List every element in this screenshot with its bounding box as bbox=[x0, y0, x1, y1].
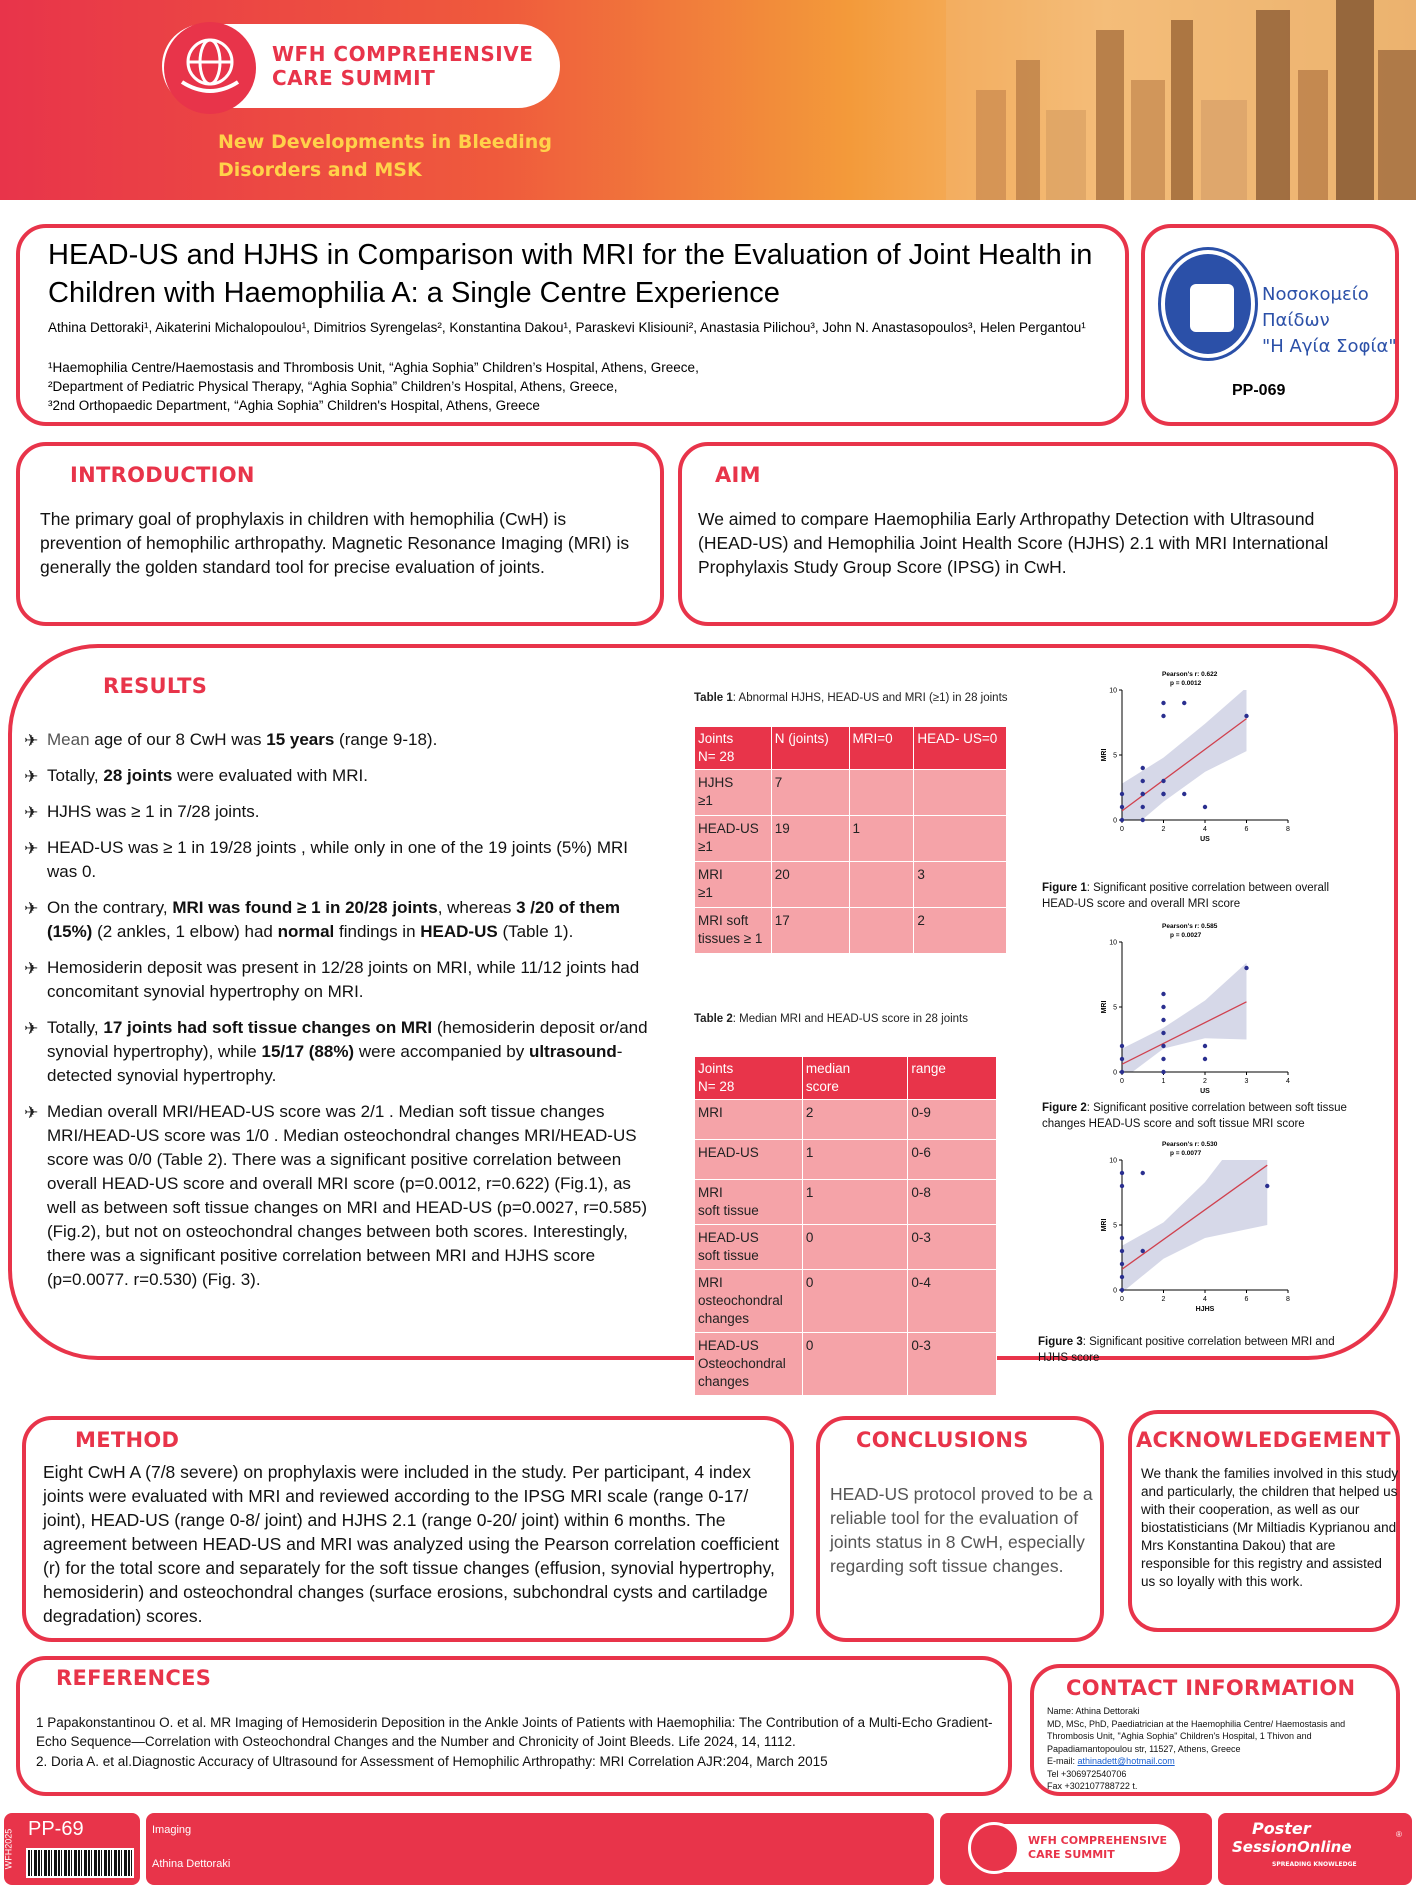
footer-category: Imaging bbox=[152, 1824, 192, 1836]
references-heading: REFERENCES bbox=[56, 1666, 212, 1690]
table-row bbox=[695, 1225, 997, 1270]
x-axis-label: US bbox=[1200, 836, 1210, 843]
hospital-name-line-1: Νοσοκομείο Παίδων bbox=[1262, 284, 1369, 331]
x-tick-label: 2 bbox=[1161, 826, 1166, 833]
figure-2-scatter bbox=[1100, 920, 1300, 1105]
footer-wfh-text bbox=[1028, 1834, 1167, 1862]
table-cell bbox=[849, 908, 914, 954]
table-cell: HJHS ≥1 bbox=[695, 770, 772, 816]
poster-title bbox=[48, 236, 1108, 312]
table-header-cell: Joints N= 28 bbox=[695, 1057, 803, 1100]
table-cell: 1 bbox=[802, 1140, 908, 1180]
table-header-cell: HEAD- US=0 bbox=[914, 727, 1007, 770]
header-banner bbox=[0, 0, 1416, 200]
email-link[interactable]: athinadett@hotmail.com bbox=[1077, 1756, 1175, 1766]
data-point bbox=[1120, 1249, 1124, 1253]
footer-globe-icon bbox=[968, 1822, 1020, 1874]
pso-line-2: SessionOnline bbox=[1232, 1838, 1352, 1856]
x-axis-label: HJHS bbox=[1195, 1306, 1215, 1313]
data-point bbox=[1161, 792, 1165, 796]
x-tick-label: 2 bbox=[1161, 1296, 1166, 1303]
data-point bbox=[1141, 779, 1145, 783]
data-point bbox=[1182, 701, 1186, 705]
table-cell: 0-3 bbox=[908, 1333, 997, 1396]
y-axis-label: MRI bbox=[1101, 748, 1108, 762]
logo-line-1: WFH COMPREHENSIVE bbox=[272, 42, 534, 66]
conclusions-text: HEAD-US protocol proved to be a reliable tool for the evaluation of joints status in 8 CwH, especially regarding soft tissue changes. bbox=[830, 1484, 1093, 1576]
table-cell: 17 bbox=[771, 908, 849, 954]
table-header-row bbox=[695, 727, 1007, 770]
contact-email: E-mail: athinadett@hotmail.com bbox=[1047, 1756, 1175, 1766]
y-tick-label: 10 bbox=[1109, 1157, 1117, 1165]
scatter-svg bbox=[1100, 920, 1300, 1100]
table-cell: 0-4 bbox=[908, 1270, 997, 1333]
scatter-svg bbox=[1100, 1138, 1300, 1318]
result-bullet-7: ✈ Totally, 17 joints had soft tissue changes on MRI (hemosiderin deposit or/and synovial hypertrophy), while 15/17 (88%) were accompanied by ultrasound-detected synovial hypertrophy. bbox=[24, 1018, 648, 1085]
x-tick-label: 2 bbox=[1203, 1078, 1207, 1085]
y-tick-label: 0 bbox=[1113, 1069, 1117, 1077]
wfh-globe-icon bbox=[164, 22, 256, 114]
data-point bbox=[1244, 966, 1248, 970]
table-cell bbox=[849, 770, 914, 816]
aim-heading: AIM bbox=[715, 463, 761, 487]
result-bullet-6: ✈ Hemosiderin deposit was present in 12/28 joints on MRI, while 11/12 joints had concomitant synovial hypertrophy on MRI. bbox=[24, 958, 640, 1001]
data-point bbox=[1265, 1184, 1269, 1188]
footer-vertical-code: WFH2025 bbox=[3, 1828, 14, 1870]
footer-info-panel bbox=[146, 1813, 934, 1885]
x-tick-label: 8 bbox=[1286, 826, 1290, 833]
airplane-icon: ✈ bbox=[24, 731, 39, 750]
table-row bbox=[695, 862, 1007, 908]
method-text: Eight CwH A (7/8 severe) on prophylaxis were included in the study. Per participant, 4 index joints were evaluated with MRI and reviewed according to the IPSG MRI scale (range 0-17/ joint), HEAD-US (range 0-8/ joint) and HJHS 2.1 (range 0-20/ joint) within 6 months. The agreement between HEAD-US and MRI was analyzed using the Pearson correlation coefficient (r) for the total score and separately for the soft tissue changes (effusion, synovial hypertrophy, hemosiderin) and osteochondral changes (surface erosions, subchondral cysts and cartiladge degradation) scores. bbox=[43, 1462, 780, 1626]
data-point bbox=[1161, 1057, 1165, 1061]
data-point bbox=[1120, 805, 1124, 809]
table-header-cell: median score bbox=[802, 1057, 908, 1100]
data-point bbox=[1120, 1070, 1124, 1074]
wfh-logo-text bbox=[272, 42, 533, 90]
table-1 bbox=[694, 726, 1007, 954]
regression-line bbox=[1122, 719, 1247, 811]
logo-line-2: CARE SUMMIT bbox=[272, 66, 436, 90]
figure-3-caption: Figure 3: Significant positive correlation between MRI and HJHS score bbox=[1038, 1336, 1335, 1364]
x-tick-label: 0 bbox=[1120, 1078, 1124, 1085]
airplane-icon: ✈ bbox=[24, 899, 39, 918]
title-line-1: HEAD-US and HJHS in Comparison with MRI for the Evaluation of Joint Health in bbox=[48, 239, 1093, 271]
table-header-cell: MRI=0 bbox=[849, 727, 914, 770]
x-tick-label: 6 bbox=[1244, 826, 1249, 833]
table-1-caption: Table 1: Abnormal HJHS, HEAD-US and MRI (≥1) in 28 joints bbox=[694, 692, 1008, 704]
chart-subtitle: p = 0.0077 bbox=[1170, 1150, 1202, 1157]
table-header-cell: range bbox=[908, 1057, 997, 1100]
pso-tagline: SPREADING KNOWLEDGE bbox=[1272, 1861, 1357, 1868]
data-point bbox=[1120, 1184, 1124, 1188]
table-cell: MRI ≥1 bbox=[695, 862, 772, 908]
data-point bbox=[1161, 1005, 1165, 1009]
table-row bbox=[695, 1270, 997, 1333]
confidence-band bbox=[1122, 687, 1247, 837]
data-point bbox=[1203, 1057, 1207, 1061]
table-cell: HEAD-US ≥1 bbox=[695, 816, 772, 862]
data-point bbox=[1161, 1070, 1165, 1074]
data-point bbox=[1141, 818, 1145, 822]
y-tick-label: 5 bbox=[1113, 1004, 1117, 1012]
airplane-icon: ✈ bbox=[24, 839, 39, 858]
table-cell: MRI osteochondral changes bbox=[695, 1270, 803, 1333]
result-bullet-1: ✈ Mean age of our 8 CwH was 15 years (range 9-18). bbox=[24, 728, 654, 752]
table-2-caption: Table 2: Median MRI and HEAD-US score in 28 joints bbox=[694, 1013, 968, 1025]
data-point bbox=[1161, 992, 1165, 996]
table-cell bbox=[849, 862, 914, 908]
hospital-seal-logo bbox=[1161, 250, 1255, 358]
x-tick-label: 1 bbox=[1161, 1078, 1166, 1085]
table-cell bbox=[914, 770, 1007, 816]
data-point bbox=[1120, 1057, 1124, 1061]
table-cell: HEAD-US Osteochondral changes bbox=[695, 1333, 803, 1396]
airplane-icon: ✈ bbox=[24, 803, 39, 822]
acknowledgement-text: We thank the families involved in this study and particularly, the children that helped us with their cooperation, as well as our biostatisticians (Mr Miltiadis Kyprianou and Mrs Konstantina Dakou) that are responsible for this registry and assisted us so loyally with this work. bbox=[1141, 1466, 1399, 1589]
table-cell: 2 bbox=[914, 908, 1007, 954]
data-point bbox=[1141, 1249, 1145, 1253]
figure-2-caption: Figure 2: Significant positive correlation between soft tissue changes HEAD-US score and soft tissue MRI score bbox=[1042, 1102, 1347, 1130]
y-tick-label: 0 bbox=[1113, 817, 1117, 825]
data-point bbox=[1120, 1044, 1124, 1048]
x-tick-label: 4 bbox=[1203, 826, 1207, 833]
x-tick-label: 4 bbox=[1286, 1078, 1290, 1085]
y-axis-label: MRI bbox=[1101, 1000, 1108, 1014]
data-point bbox=[1120, 1288, 1124, 1292]
table-cell: 19 bbox=[771, 816, 849, 862]
chart-subtitle: p = 0.0027 bbox=[1170, 932, 1202, 939]
confidence-band bbox=[1122, 963, 1247, 1080]
table-cell: MRI soft tissue bbox=[695, 1180, 803, 1225]
table-cell: 20 bbox=[771, 862, 849, 908]
data-point bbox=[1203, 1044, 1207, 1048]
data-point bbox=[1120, 1236, 1124, 1240]
table-cell: 3 bbox=[914, 862, 1007, 908]
table-cell: 7 bbox=[771, 770, 849, 816]
data-point bbox=[1141, 792, 1145, 796]
data-point bbox=[1120, 792, 1124, 796]
title-line-2: Children with Haemophilia A: a Single Centre Experience bbox=[48, 277, 780, 309]
data-point bbox=[1161, 1018, 1165, 1022]
data-point bbox=[1120, 1275, 1124, 1279]
scatter-svg bbox=[1100, 668, 1300, 848]
table-row bbox=[695, 816, 1007, 862]
figure-1-caption: Figure 1: Significant positive correlation between overall HEAD-US score and overall MRI score bbox=[1042, 882, 1330, 910]
pso-registered-mark: ® bbox=[1396, 1830, 1402, 1839]
data-point bbox=[1161, 1044, 1165, 1048]
contact-heading: CONTACT INFORMATION bbox=[1066, 1676, 1356, 1700]
airplane-icon: ✈ bbox=[24, 767, 39, 786]
x-tick-label: 4 bbox=[1203, 1296, 1207, 1303]
footer-poster-code: PP-69 bbox=[28, 1818, 84, 1840]
contact-name: Name: Athina Dettoraki bbox=[1047, 1706, 1140, 1716]
table-cell: 0-3 bbox=[908, 1225, 997, 1270]
data-point bbox=[1244, 714, 1248, 718]
pso-line-1: Poster bbox=[1252, 1819, 1311, 1838]
table-cell: 0 bbox=[802, 1333, 908, 1396]
acknowledgement-heading: ACKNOWLEDGEMENT bbox=[1136, 1428, 1391, 1452]
table-row bbox=[695, 1333, 997, 1396]
affiliation-3: ³2nd Orthopaedic Department, “Aghia Sophia” Children's Hospital, Athens, Greece bbox=[48, 398, 540, 413]
contact-fax: Fax +302107788722 t. bbox=[1047, 1781, 1138, 1791]
airplane-icon: ✈ bbox=[24, 1103, 39, 1122]
data-point bbox=[1120, 1171, 1124, 1175]
table-cell: 1 bbox=[802, 1180, 908, 1225]
subtitle-line-1: New Developments in Bleeding bbox=[218, 131, 552, 153]
table-row bbox=[695, 770, 1007, 816]
airplane-icon: ✈ bbox=[24, 1019, 39, 1038]
x-tick-label: 6 bbox=[1244, 1296, 1249, 1303]
y-tick-label: 5 bbox=[1113, 752, 1117, 760]
data-point bbox=[1203, 805, 1207, 809]
data-point bbox=[1141, 805, 1145, 809]
banner-subtitle bbox=[218, 128, 552, 184]
contact-details bbox=[1047, 1705, 1347, 1793]
y-tick-label: 0 bbox=[1113, 1287, 1117, 1295]
x-tick-label: 3 bbox=[1244, 1078, 1249, 1085]
data-point bbox=[1161, 701, 1165, 705]
data-point bbox=[1182, 792, 1186, 796]
introduction-heading: INTRODUCTION bbox=[70, 463, 255, 487]
reference-2: 2. Doria A. et al.Diagnostic Accuracy of Ultrasound for Assessment of Hemophilic Arthropathy: MRI Correlation AJR:204, March 2015 bbox=[36, 1754, 828, 1769]
results-heading: RESULTS bbox=[103, 674, 208, 698]
chart-subtitle: p = 0.0012 bbox=[1170, 680, 1202, 687]
result-bullet-2: ✈ Totally, 28 joints were evaluated with MRI. bbox=[24, 764, 654, 788]
table-header-row bbox=[695, 1057, 997, 1100]
figure-1-scatter bbox=[1100, 668, 1300, 853]
airplane-icon: ✈ bbox=[24, 959, 39, 978]
figure-3-scatter bbox=[1100, 1138, 1300, 1323]
table-cell: 1 bbox=[849, 816, 914, 862]
table-row bbox=[695, 1100, 997, 1140]
x-tick-label: 0 bbox=[1120, 826, 1124, 833]
y-tick-label: 10 bbox=[1109, 939, 1117, 947]
data-point bbox=[1120, 818, 1124, 822]
x-axis-label: US bbox=[1200, 1088, 1210, 1095]
y-axis-label: MRI bbox=[1101, 1218, 1108, 1232]
footer-logo-line-1: WFH COMPREHENSIVE bbox=[1028, 1834, 1168, 1847]
footer-logo-line-2: CARE SUMMIT bbox=[1028, 1848, 1115, 1861]
result-bullet-8: ✈ Median overall MRI/HEAD-US score was 2/1 . Median soft tissue changes MRI/HEAD-US score was 1/0 . Median osteochondral changes MRI/HEAD-US score was 0/0 (Table 2). There was a significant positive correlation between overall HEAD-US score and overall MRI score (p=0.0012, r=0.622) (Fig.1), as well as between soft tissue changes on MRI and HEAD-US (p=0.0027, r=0.585) (Fig.2), but not on osteochondral changes between both scores. Interestingly, there was a significant positive correlation between MRI and HJHS score (p=0.0077. r=0.530) (Fig. 3). bbox=[24, 1102, 648, 1289]
hospital-name bbox=[1262, 282, 1416, 360]
table-cell: 0 bbox=[802, 1225, 908, 1270]
result-bullet-5: ✈ On the contrary, MRI was found ≥ 1 in 20/28 joints, whereas 3 /20 of them (15%) (2 ankles, 1 elbow) had normal findings in HEAD-US (Table 1). bbox=[24, 898, 621, 941]
author-list: Athina Dettoraki¹, Aikaterini Michalopoulou¹, Dimitrios Syrengelas², Konstantina Dakou¹, Paraskevi Klisiouni², Anastasia Pilichou³, John N. Anastasopoulos³, Helen Pergantou¹ bbox=[48, 320, 1086, 335]
table-header-cell: N (joints) bbox=[771, 727, 849, 770]
data-point bbox=[1161, 1031, 1165, 1035]
table-row bbox=[695, 1180, 997, 1225]
x-tick-label: 0 bbox=[1120, 1296, 1124, 1303]
method-heading: METHOD bbox=[75, 1428, 180, 1452]
table-cell: 0-9 bbox=[908, 1100, 997, 1140]
table-cell: 2 bbox=[802, 1100, 908, 1140]
table-cell: HEAD-US soft tissue bbox=[695, 1225, 803, 1270]
table-row bbox=[695, 908, 1007, 954]
table-2 bbox=[694, 1056, 997, 1396]
data-point bbox=[1141, 766, 1145, 770]
reference-1: 1 Papakonstantinou O. et al. MR Imaging of Hemosiderin Deposition in the Ankle Joints of Patients with Haemophilia: The Contribution of a Multi-Echo Gradient-Echo Sequence—Correlation with Osteochondral Changes and the Number and Chronicity of Joint Bleeds. Life 2024, 14, 1112. bbox=[36, 1715, 993, 1749]
aim-text: We aimed to compare Haemophilia Early Arthropathy Detection with Ultrasound (HEAD-US) and Hemophilia Joint Health Score (HJHS) 2.1 with MRI International Prophylaxis Study Group Score (IPSG) in CwH. bbox=[698, 509, 1329, 577]
results-bullets bbox=[24, 728, 654, 1304]
chart-title: Pearson's r: 0.622 bbox=[1162, 671, 1218, 678]
poster-id: PP-069 bbox=[1232, 382, 1286, 399]
hospital-name-line-2: "Η Αγία Σοφία" bbox=[1262, 336, 1397, 357]
poster-session-online-logo bbox=[1232, 1820, 1357, 1874]
result-bullet-4: ✈ HEAD-US was ≥ 1 in 19/28 joints , while only in one of the 19 joints (5%) MRI was 0. bbox=[24, 838, 628, 881]
data-point bbox=[1161, 714, 1165, 718]
chart-title: Pearson's r: 0.530 bbox=[1162, 1141, 1218, 1148]
table-cell: 0-6 bbox=[908, 1140, 997, 1180]
footer-author: Athina Dettoraki bbox=[152, 1858, 231, 1870]
conclusions-heading: CONCLUSIONS bbox=[856, 1428, 1029, 1452]
result-bullet-3: ✈ HJHS was ≥ 1 in 7/28 joints. bbox=[24, 800, 654, 824]
affiliation-2: ²Department of Pediatric Physical Therapy, “Aghia Sophia” Children’s Hospital, Athens, Greece, bbox=[48, 379, 618, 394]
data-point bbox=[1161, 779, 1165, 783]
table-row bbox=[695, 1140, 997, 1180]
table-header-cell: Joints N= 28 bbox=[695, 727, 772, 770]
subtitle-line-2: Disorders and MSK bbox=[218, 159, 422, 181]
city-skyline-image bbox=[946, 0, 1416, 200]
barcode-image bbox=[26, 1848, 134, 1878]
introduction-text: The primary goal of prophylaxis in children with hemophilia (CwH) is prevention of hemophilic arthropathy. Magnetic Resonance Imaging (MRI) is generally the golden standard tool for precise evaluation of joints. bbox=[40, 509, 630, 577]
y-tick-label: 5 bbox=[1113, 1222, 1117, 1230]
table-cell: MRI bbox=[695, 1100, 803, 1140]
contact-role: MD, MSc, PhD, Paediatrician at the Haemophilia Centre/ Haemostasis and Thrombosis Unit, "Aghia Sophia" Children's Hospital, 1 Thivon and Papadiamantopoulou str, 11527, Athens, Greece bbox=[1047, 1718, 1346, 1754]
affiliation-1: ¹Haemophilia Centre/Haemostasis and Thrombosis Unit, “Aghia Sophia” Children’s Hospital, Athens, Greece, bbox=[48, 360, 699, 375]
table-cell: 0-8 bbox=[908, 1180, 997, 1225]
table-cell bbox=[914, 816, 1007, 862]
table-cell: 0 bbox=[802, 1270, 908, 1333]
contact-tel: Tel +306972540706 bbox=[1047, 1768, 1127, 1779]
chart-title: Pearson's r: 0.585 bbox=[1162, 923, 1218, 930]
x-tick-label: 8 bbox=[1286, 1296, 1290, 1303]
table-cell: MRI soft tissues ≥ 1 bbox=[695, 908, 772, 954]
y-tick-label: 10 bbox=[1109, 687, 1117, 695]
table-cell: HEAD-US bbox=[695, 1140, 803, 1180]
data-point bbox=[1120, 1262, 1124, 1266]
data-point bbox=[1141, 1171, 1145, 1175]
